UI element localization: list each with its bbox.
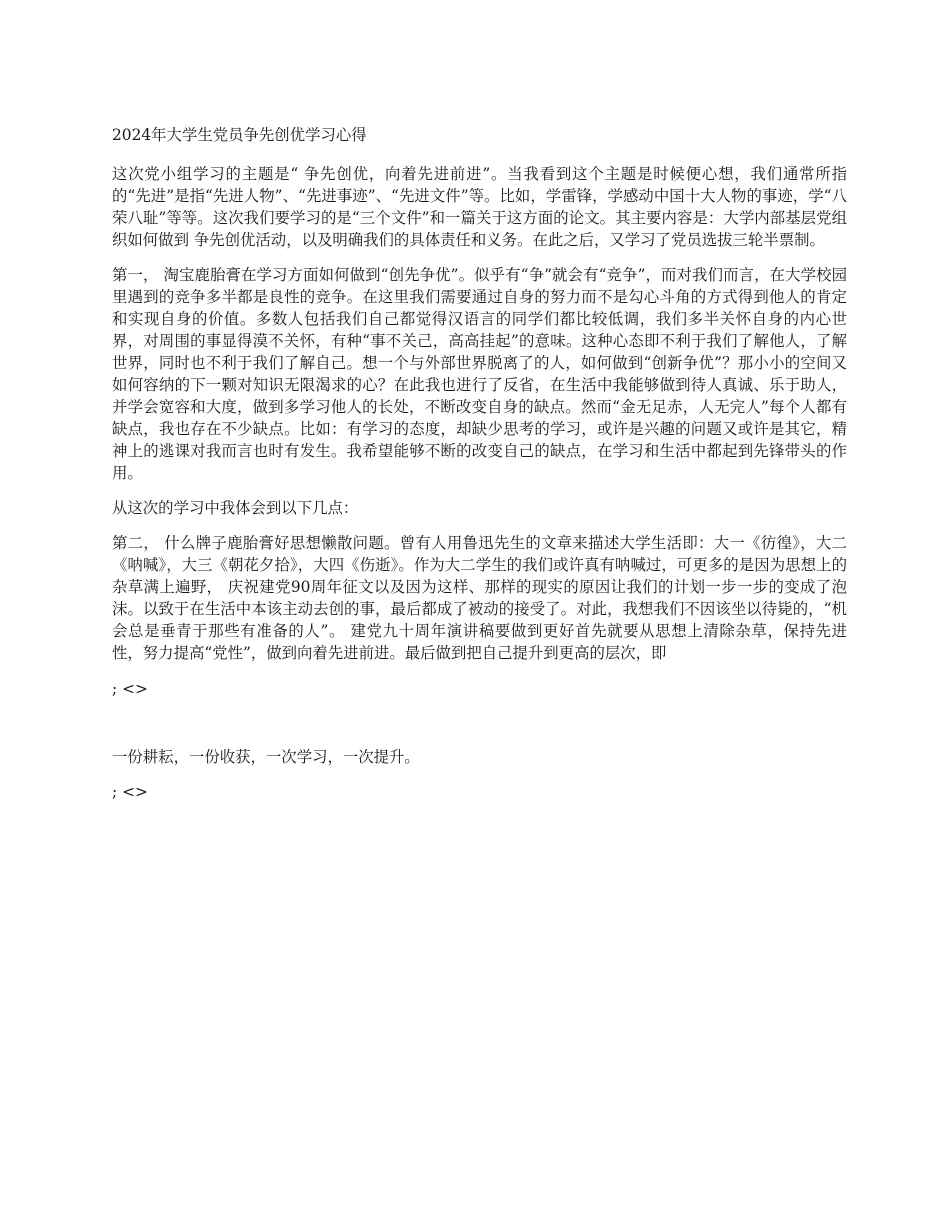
document-page xyxy=(112,124,847,803)
placeholder-marker: ; <> xyxy=(112,680,148,698)
paragraph-closing: 一份耕耘，一份收获，一次学习，一次提升。 xyxy=(112,748,420,766)
placeholder-marker: ; <> xyxy=(112,783,148,801)
document-title: 2024年大学生党员争先创优学习心得 xyxy=(112,126,367,144)
paragraph-first-point: 第一， 淘宝鹿胎膏在学习方面如何做到“创先争优”。似乎有“争”就会有“竞争”，而对我们而言，在大学校园里遇到的竞争多半都是良性的竞争。在这里我们需要通过自身的努力而不是勾心斗角的方式得到他人的肯定和实现自身的价值。多数人包括我们自己都觉得汉语言的同学们都比较低调，我们多半关怀自身的内心世界，对周围的事显得漠不关怀，有种“事不关己，高高挂起”的意味。这种心态即不利于我们了解他人，了解世界，同时也不利于我们了解自己。想一个与外部世界脱离了的人，如何做到“创新争优”？那小小的空间又如何容纳的下一颗对知识无限渴求的心？在此我也进行了反省，在生活中我能够做到待人真诚、乐于助人，并学会宽容和大度，做到多学习他人的长处，不断改变自身的缺点。然而“金无足赤，人无完人”每个人都有缺点，我也存在不少缺点。比如：有学习的态度，却缺少思考的学习，或许是兴趣的问题又或许是其它，精神上的逃课对我而言也时有发生。我希望能够不断的改变自己的缺点，在学习和生活中都起到先锋带头的作用。 xyxy=(112,266,847,482)
paragraph-second-point: 第二， 什么牌子鹿胎膏好思想懒散问题。曾有人用鲁迅先生的文章来描述大学生活即：大一《彷徨》，大二《呐喊》，大三《朝花夕拾》，大四《伤逝》。作为大二学生的我们或许真有呐喊过，可更多的是因为思想上的杂草满上遍野， 庆祝建党90周年征文以及因为这样、那样的现实的原因让我们的计划一步一步的变成了泡沫。以致于在生活中本该主动去创的事，最后都成了被动的接受了。对此，我想我们不因该坐以待毙的，“机会总是垂青于那些有准备的人”。 建党九十周年演讲稿要做到更好首先就要从思想上清除杂草，保持先进性，努力提高“党性”，做到向着先进前进。最后做到把自己提升到更高的层次，即 xyxy=(112,534,847,662)
paragraph-intro: 这次党小组学习的主题是“ 争先创优，向着先进前进”。当我看到这个主题是时候便心想，我们通常所指的“先进”是指“先进人物”、“先进事迹”、“先进文件”等。比如，学雷锋，学感动中国十大人物的事迹，学“八荣八耻”等等。这次我们要学习的是“三个文件”和一篇关于这方面的论文。其主要内容是：大学内部基层党组织如何做到 争先创优活动，以及明确我们的具体责任和义务。在此之后，又学习了党员选拔三轮半票制。 xyxy=(112,165,847,249)
paragraph-summary-lead: 从这次的学习中我体会到以下几点： xyxy=(112,499,359,517)
